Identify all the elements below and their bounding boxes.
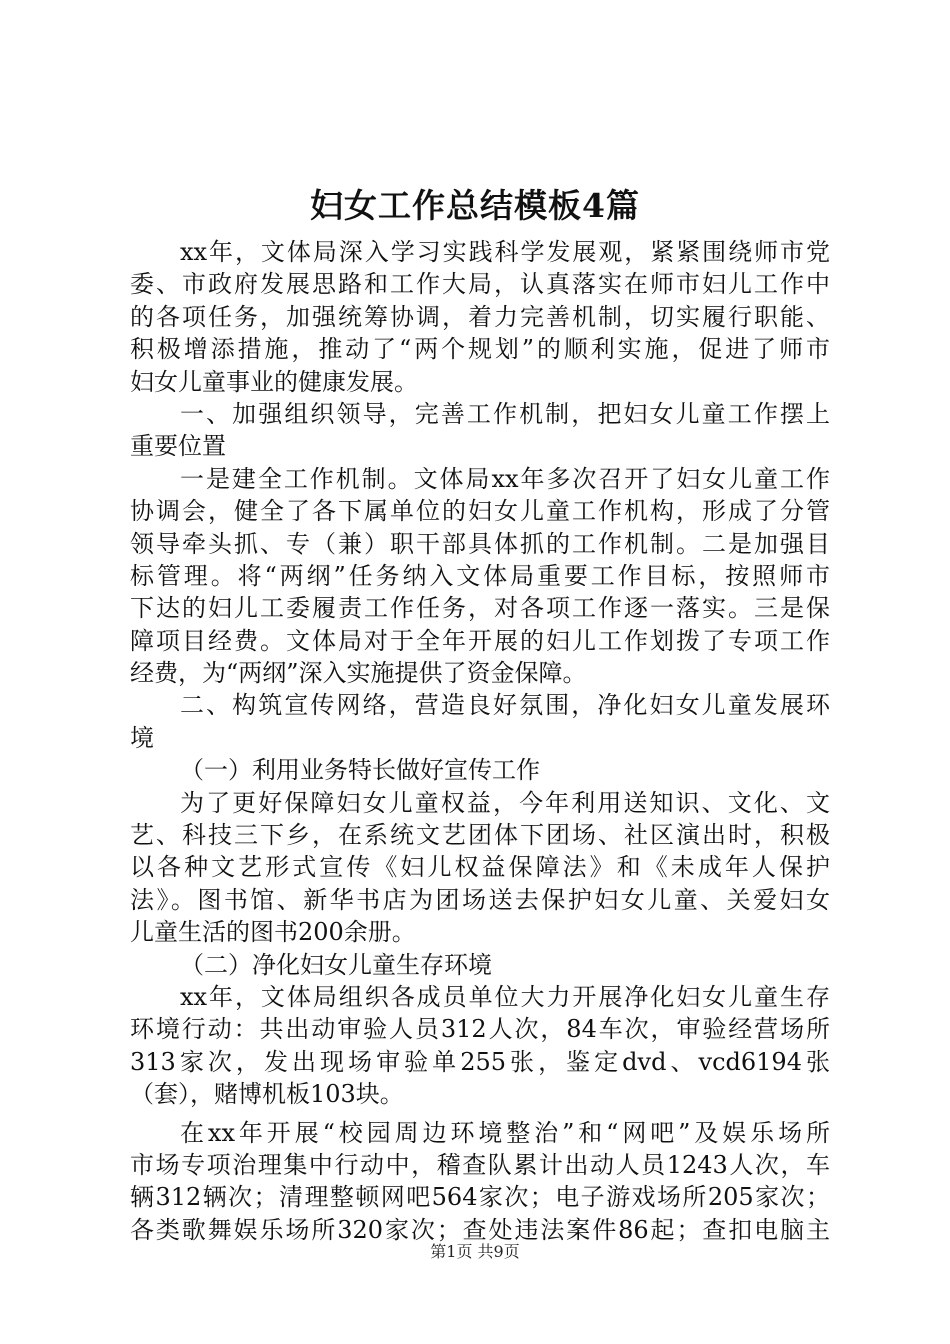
text-line: 各类歌舞娱乐场所320家次；查处违法案件86起；查扣电脑主	[130, 1215, 830, 1244]
text-line: xx年，文体局深入学习实践科学发展观，紧紧围绕师市党	[180, 238, 830, 266]
text-line: 市场专项治理集中行动中，稽查队累计出动人员1243人次，车	[130, 1150, 830, 1179]
text-line: 下达的妇儿工委履责工作任务，对各项工作逐一落实。三是保	[130, 594, 830, 623]
text-line: 协调会，健全了各下属单位的妇女儿童工作机构，形成了分管	[130, 497, 830, 526]
section-heading: 一、加强组织领导，完善工作机制，把妇女儿童工作摆上	[180, 399, 830, 428]
text-line: 313家次，发出现场审验单255张，鉴定dvd、vcd6194张	[130, 1047, 830, 1076]
text-line: 积极增添措施，推动了“两个规划”的顺利实施，促进了师市	[130, 335, 830, 364]
text-line: 妇女儿童事业的健康发展。	[130, 367, 418, 396]
section-heading: 二、构筑宣传网络，营造良好氛围，净化妇女儿童发展环	[180, 691, 830, 720]
document-body	[130, 236, 830, 1246]
text-line: 的各项任务，加强统筹协调，着力完善机制，切实履行职能、	[130, 302, 830, 331]
text-line: 环境行动：共出动审验人员312人次，84车次，审验经营场所	[130, 1015, 830, 1044]
text-line: 障项目经费。文体局对于全年开展的妇儿工作划拨了专项工作	[130, 626, 830, 655]
section-heading: 重要位置	[130, 432, 226, 461]
subsection-heading: （一）利用业务特长做好宣传工作	[180, 756, 540, 785]
text-line: 以各种文艺形式宣传《妇儿权益保障法》和《未成年人保护	[130, 853, 830, 882]
subsection-heading: （二）净化妇女儿童生存环境	[180, 950, 492, 979]
text-line: 领导牵头抓、专（兼）职干部具体抓的工作机制。二是加强目	[130, 529, 830, 558]
text-line: 为了更好保障妇女儿童权益，今年利用送知识、文化、文	[180, 788, 830, 817]
text-line: 艺、科技三下乡，在系统文艺团体下团场、社区演出时，积极	[130, 821, 830, 850]
text-line: 儿童生活的图书200余册。	[130, 918, 416, 947]
text-line: 委、市政府发展思路和工作大局，认真落实在师市妇儿工作中	[130, 270, 830, 299]
document-title: 妇女工作总结模板4篇	[310, 186, 640, 225]
text-line: （套），赌博机板103块。	[130, 1080, 404, 1109]
text-line: 在xx年开展“校园周边环境整治”和“网吧”及娱乐场所	[180, 1118, 830, 1147]
text-line: 法》。图书馆、新华书店为团场送去保护妇女儿童、关爱妇女	[130, 885, 830, 914]
text-line: xx年，文体局组织各成员单位大力开展净化妇女儿童生存	[180, 982, 830, 1011]
text-line: 一是建全工作机制。文体局xx年多次召开了妇女儿童工作	[180, 464, 830, 493]
text-line: 辆312辆次；清理整顿网吧564家次；电子游戏场所205家次；	[130, 1183, 830, 1212]
text-line: 标管理。将“两纲”任务纳入文体局重要工作目标，按照师市	[130, 561, 830, 590]
section-heading: 境	[130, 723, 154, 752]
page-footer: 第1页 共9页	[430, 1242, 520, 1261]
text-line: 经费，为“两纲”深入实施提供了资金保障。	[130, 659, 587, 688]
